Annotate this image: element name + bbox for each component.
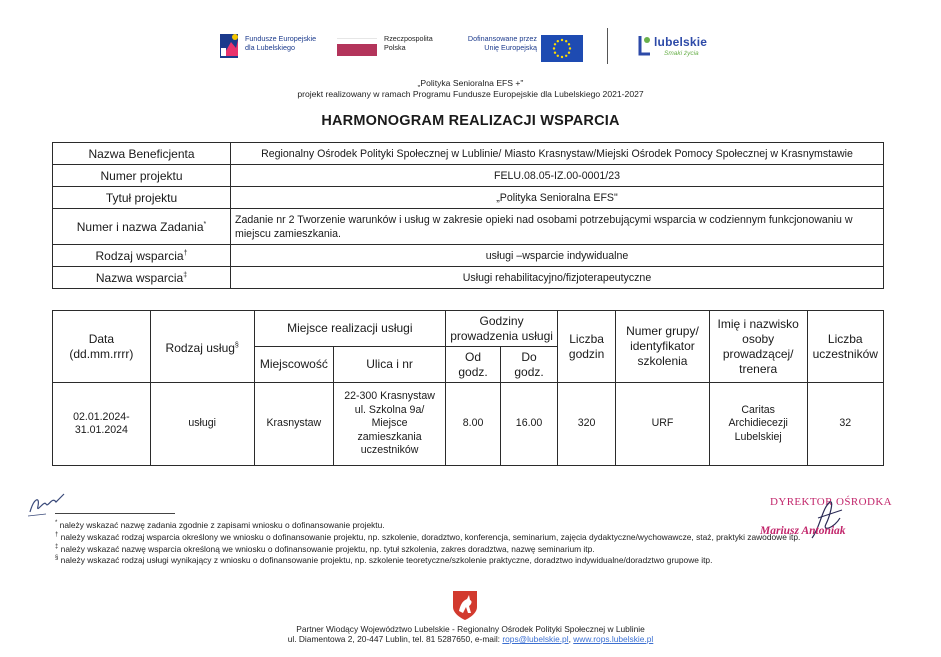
eu-logo-line1: Dofinansowane przez [467,34,537,43]
project-number-label: Numer projektu [53,165,231,187]
beneficiary-value: Regionalny Ośrodek Polityki Społecznej w Lublinie/ Miasto Krasnystaw/Miejski Ośrodek Pomocy Społecznej w Krasnymstawie [231,143,884,165]
poland-flag-red [337,44,377,56]
task-value: Zadanie nr 2 Tworzenie warunków i usług w zakresie opieki nad osobami potrzebującymi wsparcia w codziennym funkcjonowaniu w miejscu zamieszkania. [231,209,884,245]
footer-partner-line: Partner Wiodący Województwo Lubelskie - Regionalny Ośrodek Polityki Społecznej w Lublinie [296,624,645,634]
footnote-1-mark: * [55,520,58,526]
support-name-value: Usługi rehabilitacyjno/fizjoterapeutyczne [231,267,884,289]
footnote-4 [55,553,875,565]
logo-strip [0,28,941,68]
lubelskie-logo-tagline: Smaki życia [664,50,699,57]
project-title-label: Tytuł projektu [53,187,231,209]
support-name-footnote-mark: ‡ [183,271,188,279]
footnote-2-mark: † [55,531,59,538]
project-info-table [52,142,884,289]
director-stamp-title: DYREKTOR OŚRODKA [770,496,893,508]
pl-logo-line2: Polska [384,43,406,52]
lubelskie-icon [634,34,654,58]
footnote-3-text: należy wskazać nazwę wsparcia określoną we wniosku o dofinansowanie projektu, np. tytuł szkolenia, zakres doradztwa, nazwę seminarium itp. [60,543,595,554]
footnote-3-mark: ‡ [55,543,59,550]
footer-address: ul. Diamentowa 2, 20-447 Lublin, tel. 81 5287650, e-mail: [287,634,503,644]
schedule-header-row [53,311,884,347]
task-label: Numer i nazwa Zadania [76,219,204,234]
beneficiary-label: Nazwa Beneficjenta [53,143,231,165]
footnote-rule [55,513,175,514]
cell-hours-count: 320 [558,383,616,466]
pl-logo-line1: Rzeczpospolita [384,34,433,43]
logo-divider [607,28,608,64]
footnote-1 [55,518,875,530]
header-hours-count: Liczba godzin [558,311,616,383]
info-row-project-title [53,187,884,209]
project-title-value: „Polityka Senioralna EFS" [231,187,884,209]
support-name-label: Nazwa wsparcia [95,270,184,285]
footnote-2-text: należy wskazać rodzaj wsparcia określony we wniosku o dofinansowanie projektu, np. szkolenie, doradztwo, konferencja, seminarium, zajęcia dydaktyczne/wychowawcze, staż, praktyki zawodowe itp. [60,531,801,542]
support-type-label-cell [53,245,231,267]
schedule-table [52,310,884,466]
fundusze-europejskie-icon [219,30,241,60]
cell-group: URF [616,383,710,466]
header-from: Od godz. [446,347,501,383]
info-row-support-type [53,245,884,267]
header-service-type: Rodzaj usług [165,340,235,355]
cell-city: Krasnystaw [254,383,333,466]
header-location: Miejsce realizacji usługi [254,311,445,347]
header-city: Miejscowość [254,347,333,383]
support-type-label: Rodzaj wsparcia [95,248,184,263]
service-type-footnote-mark: § [234,341,239,349]
info-row-beneficiary [53,143,884,165]
eu-cofinanced-logo [455,30,585,64]
header-to: Do godz. [501,347,558,383]
eu-flag-icon [541,35,583,62]
task-label-cell [53,209,231,245]
support-type-value: usługi –wsparcie indywidualne [231,245,884,267]
header-street: Ulica i nr [334,347,446,383]
fe-logo-line1: Fundusze Europejskie [245,34,317,43]
footnote-2 [55,530,875,542]
director-stamp-name: Mariusz Antoniak [760,525,846,537]
table-row [53,383,884,466]
footnote-4-mark: § [55,555,59,562]
project-quote: „Polityka Senioralna EFS +" [417,78,524,88]
program-line: projekt realizowany w ramach Programu Fundusze Europejskie dla Lubelskiego 2021-2027 [297,89,644,99]
cell-trainer: Caritas Archidiecezji Lubelskiej [709,383,807,466]
cell-to: 16.00 [501,383,558,466]
footer-separator: , [568,634,574,644]
info-row-support-name [53,267,884,289]
eu-logo-line2: Unię Europejską [484,43,537,52]
lubelskie-logo [634,32,724,64]
lubelskie-logo-name: lubelskie [654,35,708,49]
support-type-footnote-mark: † [183,249,188,257]
lubelskie-crest-icon [449,589,481,621]
page-title: HARMONOGRAM REALIZACJI WSPARCIA [321,113,620,129]
fe-logo-line2: dla Lubelskiego [245,43,295,52]
cell-from: 8.00 [446,383,501,466]
info-row-project-number [53,165,884,187]
rzeczpospolita-logo [337,30,447,64]
fundusze-europejskie-logo [219,30,349,64]
footnote-1-text: należy wskazać nazwę zadania zgodnie z zapisami wniosku o dofinansowanie projektu. [59,519,385,530]
cell-participants: 32 [807,383,883,466]
project-number-value: FELU.08.05-IZ.00-0001/23 [231,165,884,187]
footer-email-link[interactable]: rops@lubelskie.pl [502,634,569,644]
support-name-label-cell [53,267,231,289]
header-hours: Godziny prowadzenia usługi [446,311,558,347]
task-footnote-mark: * [203,220,207,228]
footer-contact-line [0,634,941,644]
cell-date: 02.01.2024-31.01.2024 [53,383,151,466]
footer-website-link[interactable]: www.rops.lubelskie.pl [573,634,654,644]
footnote-4-text: należy wskazać rodzaj usługi wynikający z wniosku o dofinansowanie projektu, np. szkolenie teoretyczne/szkolenie praktyczne, doradztwo indywidualne/doradztwo grupowe itp. [60,555,713,566]
header-group: Numer grupy/ identyfikator szkolenia [616,311,710,383]
info-row-task [53,209,884,245]
header-service-type-cell [150,311,254,383]
cell-street: 22-300 Krasnystaw ul. Szkolna 9a/ Miejsce zamieszkania uczestników [334,383,446,466]
cell-service-type: usługi [150,383,254,466]
footnotes [55,518,875,565]
header-participants: Liczba uczestników [807,311,883,383]
header-date: Data (dd.mm.rrrr) [53,311,151,383]
footnote-3 [55,542,875,554]
header-trainer: Imię i nazwisko osoby prowadzącej/ trenera [709,311,807,383]
